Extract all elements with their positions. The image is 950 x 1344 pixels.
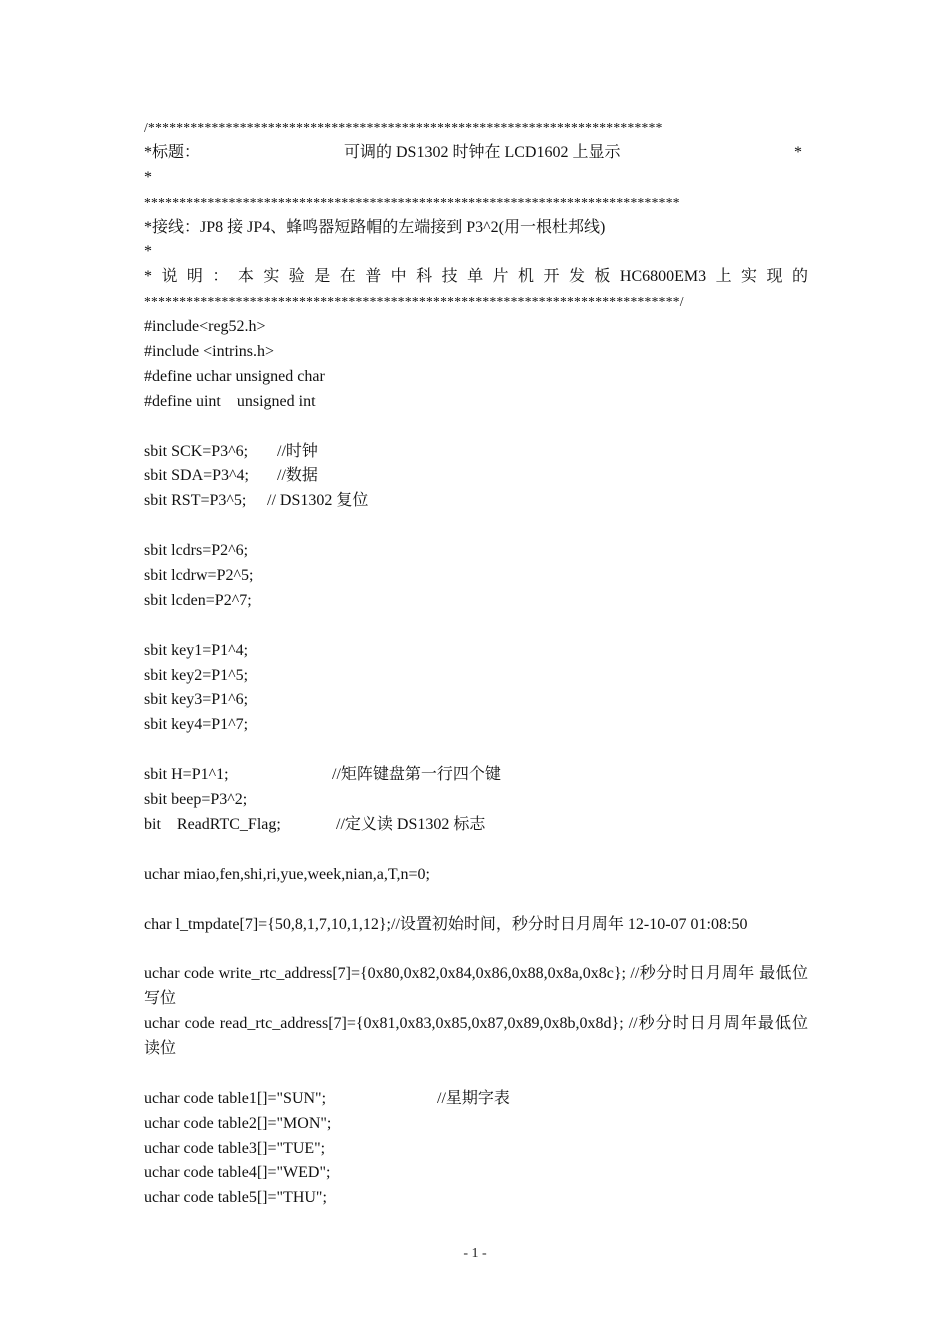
note-char: 实 [741,268,758,286]
code-text: sbit RST=P3^5; [144,492,247,510]
title-label: *标题： [144,143,201,161]
code-text: sbit H=P1^1; [144,766,229,784]
note-char: 技 [441,268,458,286]
note-char: 实 [263,268,280,286]
title-line [144,141,808,166]
code-comment: //时钟 [277,442,318,460]
note-char: * [144,268,152,286]
code-line [144,440,808,465]
note-char: 验 [288,268,305,286]
code-line: uchar code write_rtc_address[7]={0x80,0x82,0x84,0x86,0x88,0x8a,0x8c}; //秒分时日月周年 最低位写位 [144,965,808,1008]
code-line: char l_tmpdate[7]={50,8,1,7,10,1,12};//设置初始时间，秒分时日月周年 12-10-07 01:08:50 [144,915,748,933]
note-char: HC6800EM3 [619,268,707,286]
code-line: sbit lcdrw=P2^5; [144,567,254,585]
comment-stars-mid: **************************************************************************** [144,194,680,210]
note-char: 现 [766,268,783,286]
note-char: 上 [715,268,732,286]
code-line: #include <intrins.h> [144,343,275,361]
note-char: 普 [365,268,382,286]
note-char: ： [212,268,229,286]
code-line [144,813,808,838]
description-note [144,265,808,290]
code-line: uchar code read_rtc_address[7]={0x81,0x83,0x85,0x87,0x89,0x8b,0x8d}; //秒分时日月周年最低位读位 [144,1015,808,1057]
blank-line [144,738,808,763]
note-char: 板 [594,268,611,286]
code-line: sbit key1=P1^4; [144,641,249,659]
code-comment: //数据 [277,467,318,485]
comment-stars-bottom: ****************************************************************************/ [144,294,684,310]
code-line: #define uchar unsigned char [144,367,325,385]
code-line: sbit key3=P1^6; [144,691,249,709]
note-char: 明 [186,268,203,286]
code-line: sbit lcdrs=P2^6; [144,542,249,560]
code-line [144,464,808,489]
code-text: bit ReadRTC_Flag; [144,815,281,833]
note-char: 本 [237,268,254,286]
code-line: sbit beep=P3^2; [144,791,248,809]
note-char: 说 [161,268,178,286]
comment-star-1: * [144,168,152,186]
note-char: 开 [543,268,560,286]
blank-line [144,937,808,962]
note-char: 是 [314,268,331,286]
code-line: uchar code table2[]="MON"; [144,1114,332,1132]
code-line [144,1087,808,1112]
code-text: sbit SCK=P3^6; [144,442,249,460]
code-line: uchar code table5[]="THU"; [144,1189,327,1207]
title-end-star: * [794,143,802,161]
note-char: 的 [791,268,808,286]
code-comment: //矩阵键盘第一行四个键 [332,766,501,784]
comment-star-2: * [144,243,152,261]
blank-line [144,514,808,539]
code-comment: //星期字表 [437,1089,510,1107]
note-char: 科 [416,268,433,286]
code-text: sbit SDA=P3^4; [144,467,249,485]
code-line: #include<reg52.h> [144,318,266,336]
code-line: #define uint unsigned int [144,392,316,410]
code-line: uchar code table4[]="WED"; [144,1164,331,1182]
note-char: 发 [568,268,585,286]
code-line: uchar code table3[]="TUE"; [144,1139,326,1157]
code-line: sbit lcden=P2^7; [144,591,252,609]
wiring-note: *接线：JP8 接 JP4、蜂鸣器短路帽的左端接到 P3^2(用一根杜邦线) [144,218,606,236]
blank-line [144,614,808,639]
code-line [144,489,808,514]
blank-line [144,1062,808,1087]
title-text: 可调的 DS1302 时钟在 LCD1602 上显示 [344,143,621,161]
comment-stars-top: /************************************************************************* [144,120,663,135]
blank-line [144,838,808,863]
note-char: 机 [518,268,535,286]
code-line: sbit key2=P1^5; [144,666,249,684]
code-text: uchar code table1[]="SUN"; [144,1089,327,1107]
note-char: 在 [339,268,356,286]
code-line [144,763,808,788]
note-char: 片 [492,268,509,286]
code-line: sbit key4=P1^7; [144,716,249,734]
code-comment: //定义读 DS1302 标志 [336,815,486,833]
blank-line [144,415,808,440]
note-char: 单 [467,268,484,286]
page-number: - 1 - [463,1246,487,1261]
code-line: uchar miao,fen,shi,ri,yue,week,nian,a,T,n=0; [144,865,430,883]
note-char: 中 [390,268,407,286]
code-listing [144,116,808,1211]
blank-line [144,888,808,913]
code-comment: // DS1302 复位 [267,492,369,510]
